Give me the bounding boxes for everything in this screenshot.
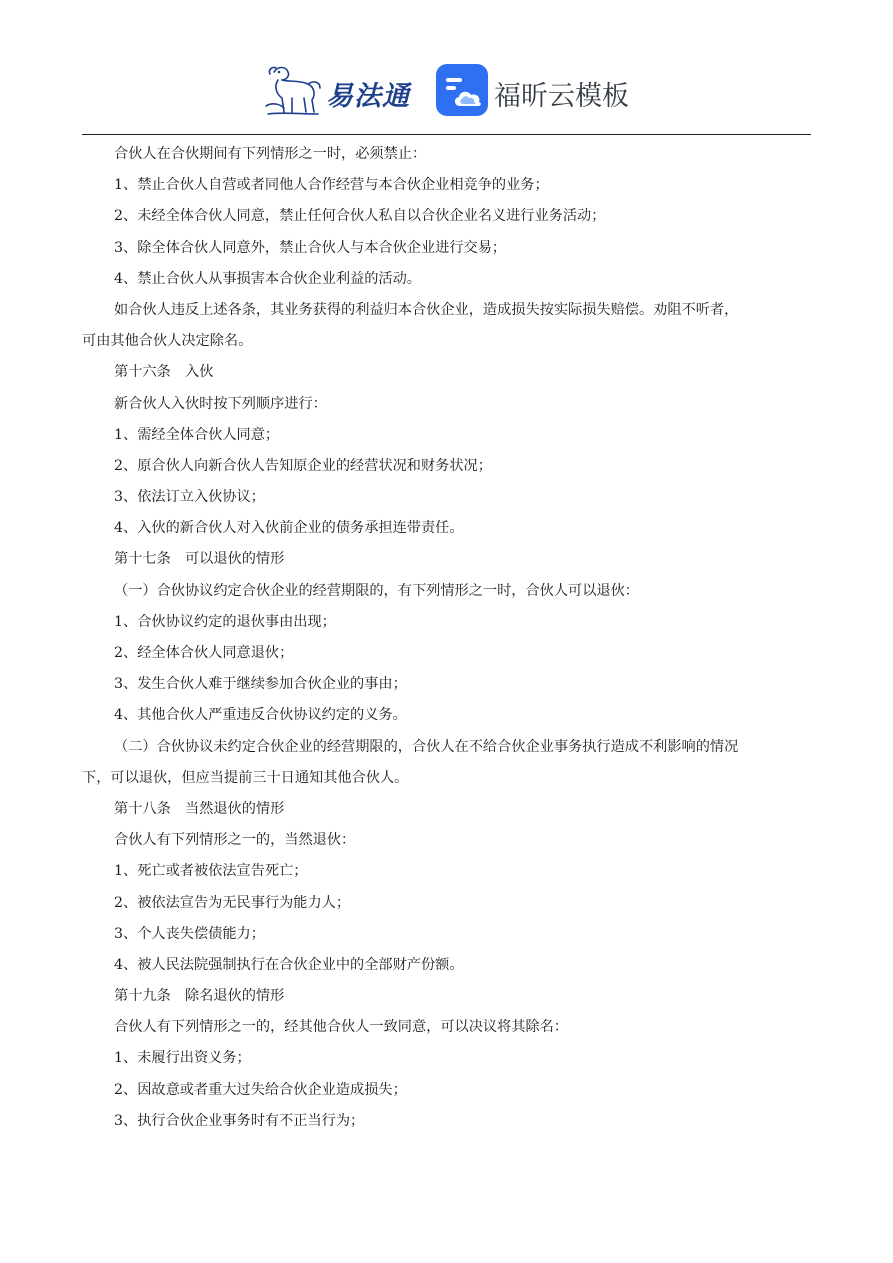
list-item: 3、依法订立入伙协议； bbox=[114, 489, 265, 506]
page-header bbox=[0, 56, 893, 124]
fuxin-logo-text: 福昕云模板 bbox=[494, 81, 629, 112]
list-item: 1、合伙协议约定的退伙事由出现； bbox=[114, 613, 336, 630]
list-item: 1、禁止合伙人自营或者同他人合作经营与本合伙企业相竞争的业务； bbox=[114, 177, 549, 194]
fuxin-logo bbox=[436, 64, 636, 118]
list-item: 4、禁止合伙人从事损害本合伙企业利益的活动。 bbox=[114, 270, 421, 287]
list-item: 4、被人民法院强制执行在合伙企业中的全部财产份额。 bbox=[114, 956, 464, 973]
article-heading: 第十七条 可以退伙的情形 bbox=[114, 551, 285, 568]
paragraph-line: 合伙人有下列情形之一的，经其他合伙人一致同意，可以决议将其除名： bbox=[114, 1019, 569, 1036]
article-heading: 第十八条 当然退伙的情形 bbox=[114, 800, 285, 817]
list-item: 2、经全体合伙人同意退伙； bbox=[114, 645, 294, 661]
paragraph-line: 可由其他合伙人决定除名。 bbox=[82, 333, 253, 350]
paragraph-line: （二）合伙协议未约定合伙企业的经营期限的，合伙人在不给合伙企业事务执行造成不利影响的情况 bbox=[114, 738, 739, 755]
list-item: 3、个人丧失偿债能力； bbox=[114, 925, 265, 942]
list-item: 1、需经全体合伙人同意； bbox=[114, 426, 280, 443]
list-item: 1、死亡或者被依法宣告死亡； bbox=[114, 863, 308, 880]
list-item: 4、其他合伙人严重违反合伙协议约定的义务。 bbox=[114, 707, 407, 724]
header-divider bbox=[82, 134, 811, 135]
list-item: 2、被依法宣告为无民事行为能力人； bbox=[114, 894, 351, 911]
list-item: 3、发生合伙人难于继续参加合伙企业的事由； bbox=[114, 676, 407, 693]
list-item: 4、入伙的新合伙人对入伙前企业的债务承担连带责任。 bbox=[114, 520, 464, 537]
paragraph-line: 合伙人在合伙期间有下列情形之一时，必须禁止： bbox=[114, 146, 427, 162]
article-heading: 第十六条 入伙 bbox=[114, 364, 214, 381]
yifatong-logo-text: 易法通 bbox=[326, 81, 410, 112]
article-heading: 第十九条 除名退伙的情形 bbox=[114, 988, 285, 1005]
yifatong-logo bbox=[262, 62, 422, 120]
cloud-document-icon bbox=[436, 64, 488, 116]
paragraph-line: 下，可以退伙，但应当提前三十日通知其他合伙人。 bbox=[82, 769, 409, 786]
list-item: 2、未经全体合伙人同意，禁止任何合伙人私自以合伙企业名义进行业务活动； bbox=[114, 208, 606, 225]
paragraph-line: （一）合伙协议约定合伙企业的经营期限的，有下列情形之一时，合伙人可以退伙： bbox=[114, 582, 639, 599]
list-item: 2、因故意或者重大过失给合伙企业造成损失； bbox=[114, 1081, 407, 1098]
qilin-icon bbox=[262, 62, 324, 120]
list-item: 2、原合伙人向新合伙人告知原企业的经营状况和财务状况； bbox=[114, 457, 492, 474]
paragraph-line: 如合伙人违反上述各条，其业务获得的利益归本合伙企业，造成损失按实际损失赔偿。劝阻不听者， bbox=[114, 301, 739, 318]
document-body bbox=[82, 139, 811, 1137]
list-item: 3、除全体合伙人同意外，禁止合伙人与本合伙企业进行交易； bbox=[114, 239, 507, 256]
list-item: 3、执行合伙企业事务时有不正当行为； bbox=[114, 1112, 365, 1129]
list-item: 1、未履行出资义务； bbox=[114, 1050, 251, 1067]
paragraph-line: 新合伙人入伙时按下列顺序进行： bbox=[114, 395, 327, 412]
paragraph-line: 合伙人有下列情形之一的，当然退伙： bbox=[114, 832, 356, 849]
